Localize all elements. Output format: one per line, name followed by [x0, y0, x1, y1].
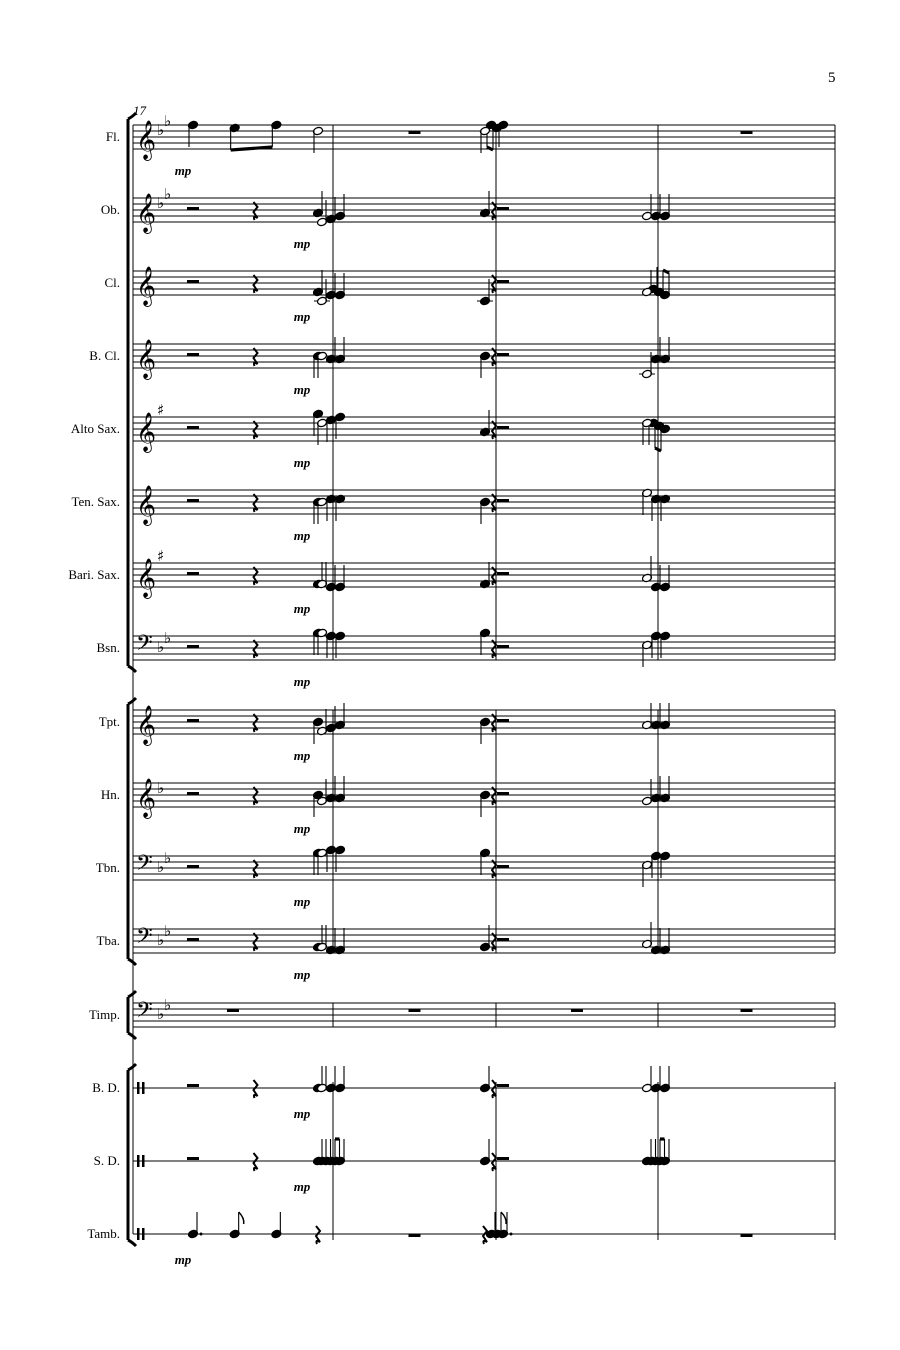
staff-label-tba: Tba.: [96, 933, 120, 948]
half-rest: [187, 1084, 199, 1087]
staff-label-tsax: Ten. Sax.: [71, 494, 120, 509]
treble-clef-icon: 𝄞: [136, 485, 157, 525]
quarter-rest: [492, 421, 496, 439]
beam: [231, 147, 273, 150]
beam: [663, 270, 669, 273]
half-rest: [497, 719, 509, 722]
quarter-rest: [492, 567, 496, 585]
dynamic-mp-bsax: mp: [293, 601, 311, 616]
whole-measure-rest: [409, 131, 421, 134]
flat-icon: ♭: [164, 185, 172, 203]
flat-icon: ♭: [164, 629, 172, 647]
quarter-rest: [492, 860, 496, 878]
staff-label-tpt: Tpt.: [98, 714, 120, 729]
quarter-rest: [254, 348, 258, 366]
flat-icon: ♭: [164, 996, 172, 1014]
dynamic-mp-ob: mp: [293, 236, 311, 251]
half-rest: [187, 426, 199, 429]
quarter-rest: [254, 202, 258, 220]
dynamic-mp-bd: mp: [293, 1106, 311, 1121]
quarter-rest: [492, 933, 496, 951]
treble-clef-icon: 𝄞: [136, 558, 157, 598]
half-rest: [497, 572, 509, 575]
dynamic-mp-tbn: mp: [293, 894, 311, 909]
staff-label-asax: Alto Sax.: [70, 421, 120, 436]
sharp-icon: ♯: [157, 547, 165, 565]
half-rest: [497, 645, 509, 648]
half-rest: [497, 280, 509, 283]
treble-clef-icon: 𝄞: [136, 339, 157, 379]
augmentation-dot: [200, 1233, 203, 1236]
quarter-rest: [254, 1080, 258, 1098]
quarter-rest: [492, 640, 496, 658]
eighth-flag: [501, 1212, 506, 1224]
bass-clef-icon: 𝄢: [136, 631, 153, 661]
treble-clef-icon: 𝄞: [136, 705, 157, 745]
group-bracket: [128, 698, 136, 965]
dynamic-mp-asax: mp: [293, 455, 311, 470]
half-rest: [187, 207, 199, 210]
quarter-rest: [492, 275, 496, 293]
dynamic-mp-sd: mp: [293, 1179, 311, 1194]
bass-clef-icon: 𝄢: [136, 924, 153, 954]
dynamic-mp-tpt: mp: [293, 748, 311, 763]
whole-measure-rest: [741, 131, 753, 134]
beam: [487, 147, 493, 150]
group-bracket: [128, 1064, 136, 1246]
percussion-clef-icon: [142, 1082, 145, 1094]
half-rest: [187, 353, 199, 356]
whole-measure-rest: [227, 1009, 239, 1012]
staff-label-tamb: Tamb.: [87, 1226, 120, 1241]
dynamic-mp-tba: mp: [293, 967, 311, 982]
half-rest: [497, 207, 509, 210]
half-rest: [187, 792, 199, 795]
half-rest: [497, 499, 509, 502]
half-rest: [187, 1157, 199, 1160]
percussion-clef-icon: [137, 1082, 140, 1094]
staff-label-tbn: Tbn.: [95, 860, 120, 875]
beam: [655, 448, 661, 451]
dynamic-mp-hn: mp: [293, 821, 311, 836]
quarter-rest: [254, 787, 258, 805]
quarter-rest: [254, 275, 258, 293]
half-rest: [497, 792, 509, 795]
whole-measure-rest: [741, 1009, 753, 1012]
flat-icon: ♭: [157, 931, 165, 949]
whole-measure-rest: [741, 1234, 753, 1237]
sharp-icon: ♯: [157, 401, 165, 419]
half-rest: [187, 865, 199, 868]
bass-clef-icon: 𝄢: [136, 851, 153, 881]
quarter-rest: [254, 567, 258, 585]
quarter-rest: [492, 348, 496, 366]
half-rest: [497, 1084, 509, 1087]
measure-number: 17: [133, 103, 146, 118]
percussion-clef-icon: [142, 1155, 145, 1167]
staff-label-hn: Hn.: [100, 787, 120, 802]
quarter-rest: [254, 494, 258, 512]
quarter-rest: [254, 421, 258, 439]
flat-icon: ♭: [164, 922, 172, 940]
page-number: 5: [828, 70, 836, 86]
half-rest: [187, 572, 199, 575]
whole-measure-rest: [409, 1009, 421, 1012]
quarter-rest: [254, 860, 258, 878]
percussion-clef-icon: [137, 1228, 140, 1240]
half-rest: [187, 645, 199, 648]
half-rest: [187, 499, 199, 502]
half-rest: [187, 719, 199, 722]
bass-clef-icon: 𝄢: [136, 998, 153, 1028]
flat-icon: ♭: [157, 638, 165, 656]
staff-label-bsax: Bari. Sax.: [68, 567, 120, 582]
quarter-rest: [254, 714, 258, 732]
flat-icon: ♭: [164, 849, 172, 867]
flat-icon: ♭: [157, 194, 165, 212]
dynamic-mp-fl: mp: [174, 163, 192, 178]
whole-measure-rest: [409, 1234, 421, 1237]
quarter-rest: [492, 1153, 496, 1171]
flat-icon: ♭: [157, 779, 165, 797]
treble-clef-icon: 𝄞: [136, 778, 157, 818]
flat-icon: ♭: [164, 112, 172, 130]
dynamic-mp-bcl: mp: [293, 382, 311, 397]
half-rest: [497, 865, 509, 868]
half-rest: [497, 1157, 509, 1160]
group-bracket: [128, 113, 136, 672]
percussion-clef-icon: [142, 1228, 145, 1240]
augmentation-dot: [510, 1233, 513, 1236]
staff-label-sd: S. D.: [93, 1153, 120, 1168]
quarter-rest: [254, 640, 258, 658]
half-rest: [497, 353, 509, 356]
treble-clef-icon: 𝄞: [136, 120, 157, 160]
staff-label-cl: Cl.: [104, 275, 120, 290]
eighth-flag: [239, 1212, 244, 1224]
quarter-rest: [254, 1153, 258, 1171]
staff-label-bcl: B. Cl.: [89, 348, 120, 363]
quarter-rest: [492, 494, 496, 512]
half-rest: [497, 426, 509, 429]
staff-label-fl: Fl.: [105, 129, 120, 144]
treble-clef-icon: 𝄞: [136, 193, 157, 233]
staff-label-ob: Ob.: [100, 202, 120, 217]
flat-icon: ♭: [157, 1005, 165, 1023]
half-rest: [187, 938, 199, 941]
quarter-rest: [492, 714, 496, 732]
quarter-rest: [492, 202, 496, 220]
flat-icon: ♭: [157, 858, 165, 876]
quarter-rest: [254, 933, 258, 951]
treble-clef-icon: 𝄞: [136, 266, 157, 306]
quarter-rest: [492, 787, 496, 805]
staff-label-bsn: Bsn.: [96, 640, 120, 655]
flat-icon: ♭: [157, 121, 165, 139]
staff-label-bd: B. D.: [92, 1080, 120, 1095]
dynamic-mp-bsn: mp: [293, 674, 311, 689]
dynamic-mp-tamb: mp: [174, 1252, 192, 1267]
half-rest: [497, 938, 509, 941]
treble-clef-icon: 𝄞: [136, 412, 157, 452]
dynamic-mp-cl: mp: [293, 309, 311, 324]
quarter-rest: [492, 1080, 496, 1098]
half-rest: [187, 280, 199, 283]
staff-label-timp: Timp.: [89, 1007, 120, 1022]
whole-measure-rest: [571, 1009, 583, 1012]
quarter-rest: [316, 1226, 320, 1244]
dynamic-mp-tsax: mp: [293, 528, 311, 543]
percussion-clef-icon: [137, 1155, 140, 1167]
